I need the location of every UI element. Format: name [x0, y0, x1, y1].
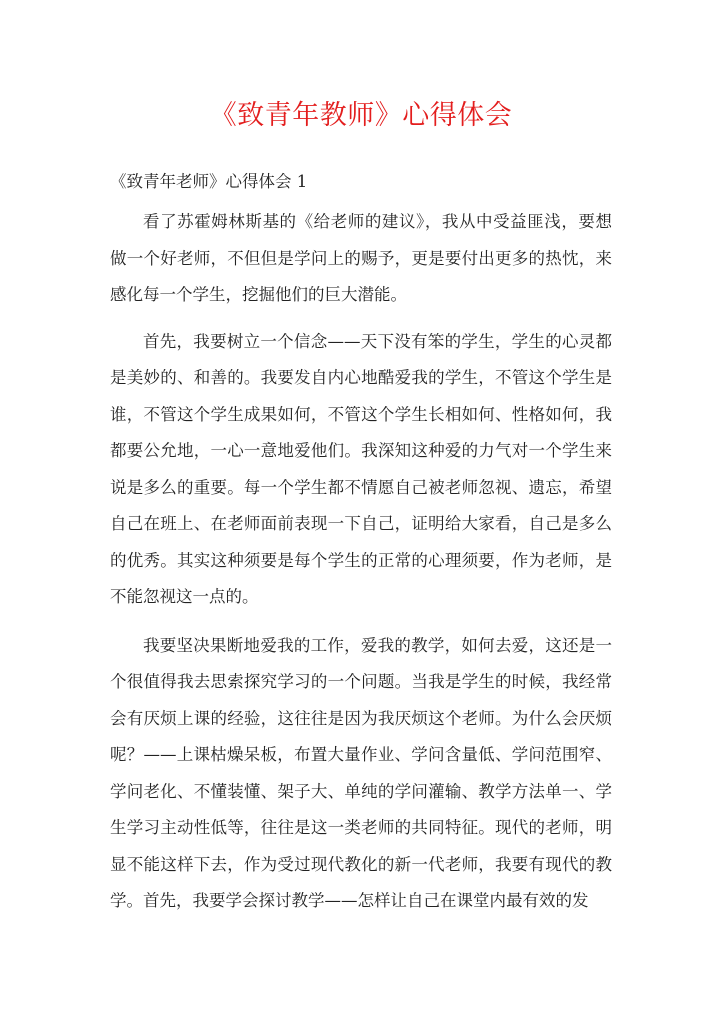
section-heading: 《致青年老师》心得体会 1	[110, 172, 308, 191]
paragraph-3: 我要坚决果断地爱我的工作，爱我的教学，如何去爱，这还是一个很值得我去思索探究学习的一个问题。当我是学生的时候，我经常会有厌烦上课的经验，这往往是因为我厌烦这个老师。为什么会厌烦呢？——上课枯燥呆板，布置大量作业、学问含量低、学问范围窄、学问老化、不懂装懂、架子大、单纯的学问灌输、教学方法单一、学生学习主动性低等，往往是这一类老师的共同特征。现代的老师，明显不能这样下去，作为受过现代教化的新一代老师，我要有现代的教学。首先，我要学会探讨教学——怎样让自己在课堂内最有效的发	[110, 635, 612, 910]
paragraph-1: 看了苏霍姆林斯基的《给老师的建议》，我从中受益匪浅，要想做一个好老师，不但但是学问上的赐予，更是要付出更多的热忱，来感化每一个学生，挖掘他们的巨大潜能。	[110, 212, 612, 304]
document-title: 《致青年教师》心得体会	[209, 100, 513, 131]
paragraph-2: 首先，我要树立一个信念——天下没有笨的学生，学生的心灵都是美妙的、和善的。我要发自内心地酷爱我的学生，不管这个学生是谁，不管这个学生成果如何，不管这个学生长相如何、性格如何，我都要公允地，一心一意地爱他们。我深知这种爱的力气对一个学生来说是多么的重要。每一个学生都不情愿自己被老师忽视、遗忘，希望自己在班上、在老师面前表现一下自己，证明给大家看，自己是多么的优秀。其实这种须要是每个学生的正常的心理须要，作为老师，是不能忽视这一点的。	[110, 331, 612, 606]
